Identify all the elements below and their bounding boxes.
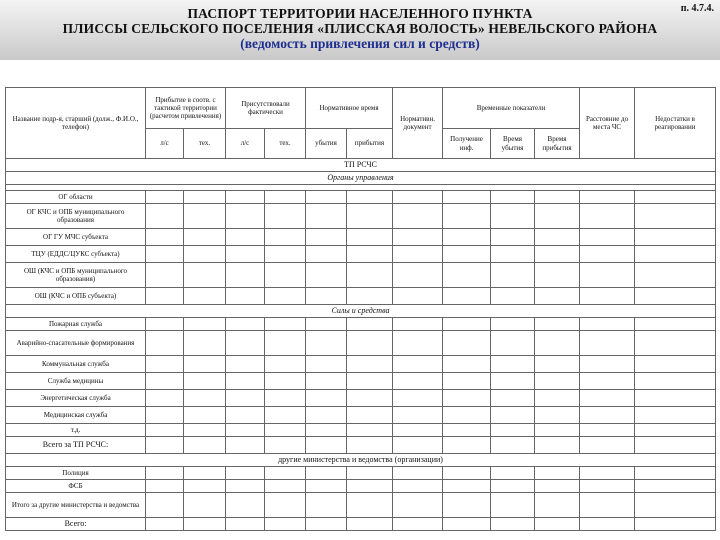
header-shortcomings: Недостатки в реагировании	[635, 88, 716, 159]
table-cell	[184, 373, 226, 390]
table-cell	[535, 518, 580, 531]
table-cell	[265, 373, 306, 390]
table-cell	[393, 373, 443, 390]
table-cell	[443, 288, 491, 305]
table-cell	[443, 263, 491, 288]
table-cell	[580, 204, 635, 229]
table-cell	[306, 480, 347, 493]
table-cell	[443, 437, 491, 454]
table-cell	[306, 204, 347, 229]
table-cell	[265, 467, 306, 480]
table-cell	[393, 356, 443, 373]
table-cell	[347, 204, 393, 229]
table-cell	[491, 493, 535, 518]
table-cell	[347, 246, 393, 263]
table-cell	[393, 229, 443, 246]
table-cell	[580, 407, 635, 424]
table-cell	[184, 288, 226, 305]
table-cell	[226, 373, 265, 390]
table-cell	[146, 288, 184, 305]
table-cell	[265, 246, 306, 263]
table-cell	[146, 204, 184, 229]
table-cell	[226, 288, 265, 305]
table-cell	[443, 518, 491, 531]
table-cell	[265, 480, 306, 493]
table-cell	[146, 356, 184, 373]
table-cell	[443, 407, 491, 424]
table-cell	[146, 263, 184, 288]
table-cell	[393, 246, 443, 263]
table-cell	[347, 437, 393, 454]
table-cell	[580, 318, 635, 331]
table-cell	[443, 424, 491, 437]
table-cell	[184, 480, 226, 493]
table-cell	[184, 331, 226, 356]
table-cell	[265, 424, 306, 437]
table-cell	[146, 318, 184, 331]
table-cell	[265, 318, 306, 331]
table-cell	[491, 424, 535, 437]
table-cell	[347, 424, 393, 437]
table-cell	[491, 331, 535, 356]
table-cell	[393, 318, 443, 331]
table-cell	[491, 204, 535, 229]
table-cell	[635, 229, 716, 246]
header-distance: Расстояние до места ЧС	[580, 88, 635, 159]
row-label: Служба медицины	[6, 373, 146, 390]
table-cell	[635, 390, 716, 407]
table-cell	[265, 229, 306, 246]
header-present-tech: тех.	[265, 129, 306, 159]
table-cell	[580, 373, 635, 390]
row-label: ОГ КЧС и ОПБ муниципального образования	[6, 204, 146, 229]
table-cell	[393, 390, 443, 407]
table-cell	[443, 191, 491, 204]
table-cell	[265, 518, 306, 531]
table-cell	[226, 467, 265, 480]
table-cell	[265, 356, 306, 373]
table-cell	[535, 437, 580, 454]
table-cell	[347, 288, 393, 305]
table-cell	[146, 480, 184, 493]
table-cell	[347, 263, 393, 288]
table-cell	[635, 407, 716, 424]
header-time-indicators: Временные показатели	[443, 88, 580, 129]
table-cell	[306, 331, 347, 356]
table-cell	[306, 373, 347, 390]
table-cell	[184, 518, 226, 531]
header-time-arrival: Время прибытия	[535, 129, 580, 159]
table-cell	[443, 390, 491, 407]
row-label: ТЦУ (ЕДДС/ЦУКС субъекта)	[6, 246, 146, 263]
table-cell	[491, 390, 535, 407]
table-cell	[184, 204, 226, 229]
table-cell	[635, 318, 716, 331]
row-label: ОГ ГУ МЧС субъекта	[6, 229, 146, 246]
table-cell	[226, 493, 265, 518]
table-cell	[146, 373, 184, 390]
table-cell	[491, 407, 535, 424]
row-label: Энергетическая служба	[6, 390, 146, 407]
header-present: Присутствовали фактически	[226, 88, 306, 129]
table-cell	[580, 288, 635, 305]
table-cell	[580, 246, 635, 263]
table-cell	[580, 263, 635, 288]
table-cell	[265, 288, 306, 305]
table-cell	[226, 331, 265, 356]
table-cell	[226, 480, 265, 493]
table-cell	[635, 518, 716, 531]
table-cell	[393, 204, 443, 229]
table-cell	[347, 407, 393, 424]
table-cell	[635, 204, 716, 229]
table-cell	[146, 437, 184, 454]
table-cell	[535, 246, 580, 263]
header-present-personnel: л/с	[226, 129, 265, 159]
table-cell	[635, 424, 716, 437]
table-cell	[146, 407, 184, 424]
table-cell	[146, 493, 184, 518]
header-time-dispatch: Время убытия	[491, 129, 535, 159]
table-cell	[491, 480, 535, 493]
table-cell	[347, 318, 393, 331]
table-cell	[226, 318, 265, 331]
table-cell	[535, 407, 580, 424]
table-cell	[306, 246, 347, 263]
table-cell	[635, 467, 716, 480]
table-cell	[184, 318, 226, 331]
table-cell	[635, 437, 716, 454]
table-cell	[535, 373, 580, 390]
table-cell	[347, 390, 393, 407]
table-cell	[443, 493, 491, 518]
table-cell	[535, 229, 580, 246]
page-header	[0, 0, 720, 60]
header-normative-time: Нормативное время	[306, 88, 393, 129]
table-cell	[443, 229, 491, 246]
table-cell	[347, 493, 393, 518]
table-cell	[226, 246, 265, 263]
row-label: Пожарная служба	[6, 318, 146, 331]
table-cell	[580, 493, 635, 518]
header-normative-document: Нормативн. документ	[393, 88, 443, 159]
table-cell	[393, 424, 443, 437]
header-arrival-personnel: л/с	[146, 129, 184, 159]
table-cell	[226, 204, 265, 229]
table-cell	[226, 356, 265, 373]
table-cell	[535, 424, 580, 437]
table-cell	[393, 493, 443, 518]
table-cell	[535, 263, 580, 288]
table-cell	[393, 518, 443, 531]
table-cell	[184, 424, 226, 437]
table-cell	[535, 356, 580, 373]
table-cell	[347, 191, 393, 204]
section-other-ministries: другие министерства и ведомства (организации)	[6, 454, 716, 467]
table-cell	[635, 373, 716, 390]
table-cell	[393, 331, 443, 356]
table-cell	[443, 246, 491, 263]
table-cell	[580, 467, 635, 480]
table-cell	[265, 263, 306, 288]
table-cell	[347, 373, 393, 390]
table-cell	[635, 288, 716, 305]
table-cell	[393, 191, 443, 204]
title-line-2: ПЛИССЫ СЕЛЬСКОГО ПОСЕЛЕНИЯ «ПЛИССКАЯ ВОЛОСТЬ» НЕВЕЛЬСКОГО РАЙОНА	[62, 21, 658, 36]
table-cell	[306, 437, 347, 454]
table-cell	[491, 373, 535, 390]
section-tp-rschs: ТП РСЧС	[6, 159, 716, 172]
table-cell	[146, 518, 184, 531]
table-cell	[347, 331, 393, 356]
table-cell	[306, 424, 347, 437]
table-cell	[535, 390, 580, 407]
table-cell	[347, 356, 393, 373]
table-cell	[535, 467, 580, 480]
table-cell	[306, 467, 347, 480]
row-label: ОГ области	[6, 191, 146, 204]
table-cell	[306, 407, 347, 424]
table-cell	[146, 424, 184, 437]
header-arrival: Прибытие в соотв. с тактикой территории (расчетом привлечения)	[146, 88, 226, 129]
row-label: ОШ (КЧС и ОПБ муниципального образования)	[6, 263, 146, 288]
table-cell	[635, 480, 716, 493]
table-cell	[491, 191, 535, 204]
table-cell	[226, 518, 265, 531]
table-cell	[347, 229, 393, 246]
table-cell	[306, 390, 347, 407]
table-cell	[265, 191, 306, 204]
table-cell	[184, 263, 226, 288]
table-cell	[146, 331, 184, 356]
table-cell	[184, 467, 226, 480]
table-cell	[491, 263, 535, 288]
header-norm-arrival: прибытия	[347, 129, 393, 159]
table-cell	[146, 191, 184, 204]
table-cell	[580, 480, 635, 493]
table-cell	[535, 480, 580, 493]
header-name: Название подр-я, старший (долж., Ф.И.О., телефон)	[6, 88, 146, 159]
table-cell	[306, 288, 347, 305]
table-cell	[226, 390, 265, 407]
table-cell	[491, 518, 535, 531]
table-cell	[635, 331, 716, 356]
table-cell	[184, 493, 226, 518]
header-arrival-tech: тех.	[184, 129, 226, 159]
table-cell	[184, 191, 226, 204]
table-cell	[184, 390, 226, 407]
table-cell	[265, 331, 306, 356]
section-organs: Органы управления	[6, 172, 716, 185]
table-cell	[146, 229, 184, 246]
table-cell	[184, 229, 226, 246]
table-cell	[443, 480, 491, 493]
table-cell	[635, 356, 716, 373]
table-cell	[393, 407, 443, 424]
row-label: ОШ (КЧС и ОПБ субъекта)	[6, 288, 146, 305]
table-cell	[393, 480, 443, 493]
table-cell	[535, 331, 580, 356]
table-cell	[184, 407, 226, 424]
table-cell	[580, 424, 635, 437]
table-cell	[443, 356, 491, 373]
table-cell	[265, 437, 306, 454]
table-cell	[635, 246, 716, 263]
table-cell	[265, 204, 306, 229]
table-cell	[580, 437, 635, 454]
passport-table	[5, 87, 716, 531]
header-time-info: Получение инф.	[443, 129, 491, 159]
table-cell	[265, 390, 306, 407]
table-cell	[146, 390, 184, 407]
table-cell	[443, 204, 491, 229]
table-cell	[226, 424, 265, 437]
row-total-other: Итого за другие министерства и ведомства	[6, 493, 146, 518]
table-cell	[306, 263, 347, 288]
title-line-1: ПАСПОРТ ТЕРРИТОРИИ НАСЕЛЕННОГО ПУНКТА	[187, 6, 533, 21]
table-cell	[184, 246, 226, 263]
table-cell	[580, 390, 635, 407]
table-cell	[226, 437, 265, 454]
table-cell	[491, 467, 535, 480]
table-cell	[535, 288, 580, 305]
table-cell	[580, 518, 635, 531]
table-cell	[146, 246, 184, 263]
table-cell	[491, 288, 535, 305]
section-forces: Силы и средства	[6, 305, 716, 318]
table-cell	[535, 191, 580, 204]
table-cell	[306, 493, 347, 518]
table-cell	[306, 318, 347, 331]
table-cell	[535, 493, 580, 518]
table-cell	[347, 467, 393, 480]
table-cell	[443, 331, 491, 356]
table-cell	[226, 191, 265, 204]
row-label: Коммунальная служба	[6, 356, 146, 373]
table-cell	[265, 407, 306, 424]
table-cell	[393, 467, 443, 480]
table-cell	[635, 263, 716, 288]
table-cell	[306, 191, 347, 204]
table-cell	[393, 288, 443, 305]
table-cell	[491, 437, 535, 454]
reference-number: п. 4.7.4.	[680, 3, 714, 14]
table-cell	[226, 263, 265, 288]
table-cell	[580, 191, 635, 204]
header-norm-dispatch: убытия	[306, 129, 347, 159]
table-cell	[184, 437, 226, 454]
table-cell	[393, 437, 443, 454]
table-cell	[535, 318, 580, 331]
table-cell	[306, 229, 347, 246]
table-cell	[306, 356, 347, 373]
table-cell	[635, 493, 716, 518]
table-cell	[491, 356, 535, 373]
table-cell	[491, 318, 535, 331]
table-cell	[265, 493, 306, 518]
table-cell	[226, 407, 265, 424]
row-label: Полиция	[6, 467, 146, 480]
table-cell	[491, 246, 535, 263]
table-cell	[635, 191, 716, 204]
table-cell	[306, 518, 347, 531]
table-cell	[535, 204, 580, 229]
table-cell	[226, 229, 265, 246]
row-label: ФСБ	[6, 480, 146, 493]
table-cell	[491, 229, 535, 246]
table-cell	[146, 467, 184, 480]
table-cell	[347, 518, 393, 531]
row-label: Аварийно-спасательные формирования	[6, 331, 146, 356]
table-cell	[393, 263, 443, 288]
table-cell	[580, 331, 635, 356]
table-cell	[443, 318, 491, 331]
row-grand-total: Всего:	[6, 518, 146, 531]
row-label: т.д.	[6, 424, 146, 437]
row-total-tp: Всего за ТП РСЧС:	[6, 437, 146, 454]
table-cell	[443, 373, 491, 390]
subtitle: (ведомость привлечения сил и средств)	[240, 36, 480, 51]
table-cell	[580, 229, 635, 246]
table-cell	[347, 480, 393, 493]
table-cell	[443, 467, 491, 480]
table-cell	[184, 356, 226, 373]
table-cell	[580, 356, 635, 373]
row-label: Медицинская служба	[6, 407, 146, 424]
